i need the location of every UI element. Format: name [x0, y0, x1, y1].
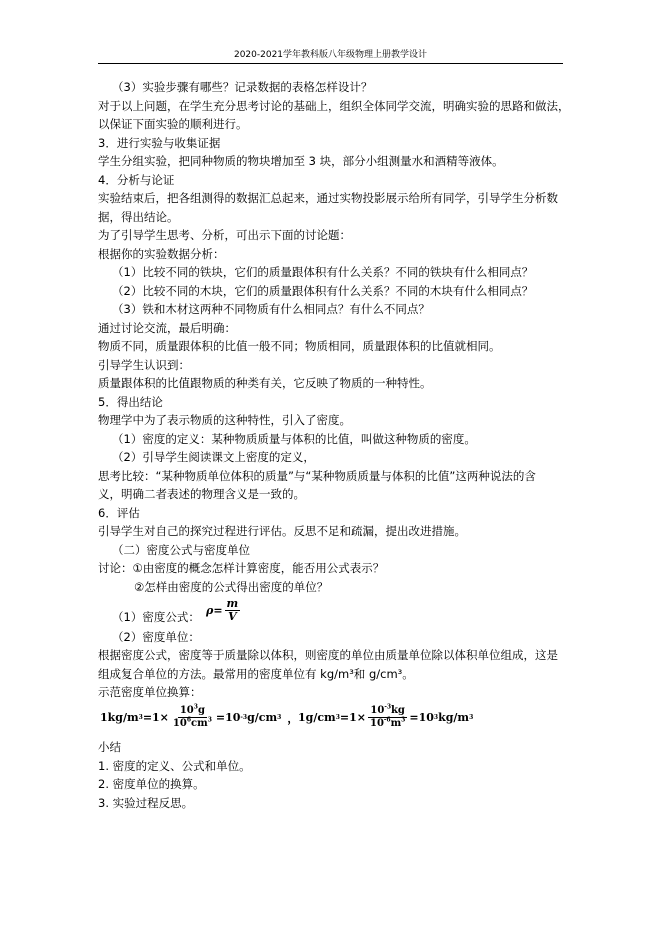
- formula-numerator: m: [226, 597, 239, 610]
- text-line: 引导学生对自己的探究过程进行评估。反思不足和疏漏，提出改进措施。: [98, 524, 466, 538]
- text-line: 根据密度公式，密度等于质量除以体积，则密度的单位由质量单位除以体积单位组成，这是: [98, 648, 558, 662]
- text-line: 据，得出结论。: [98, 210, 179, 224]
- page-header: 2020-2021学年教科版八年级物理上册教学设计: [98, 47, 563, 64]
- text-line: 对于以上问题，在学生充分思考讨论的基础上，组织全体同学交流，明确实验的思路和做法，: [98, 99, 570, 113]
- summary-item: 2. 密度单位的换算。: [98, 777, 205, 791]
- text-line: 引导学生认识到：: [98, 358, 190, 372]
- formula-fraction: [225, 598, 241, 623]
- text-line: 以保证下面实验的顺利进行。: [98, 117, 248, 131]
- text-line: 学生分组实验，把同种物质的物块增加至 3 块，部分小组测量水和酒精等液体。: [98, 154, 504, 168]
- unit-conversion-g-cm3: 1g/cm 3 =1× $\frac{10^{-3}kg}{10^{-6}m^3}$ =10 3 kg/m 3: [298, 703, 474, 729]
- summary-item: 3. 实验过程反思。: [98, 796, 194, 810]
- summary-item: 1. 密度的定义、公式和单位。: [98, 759, 251, 773]
- formula-label: （1）密度公式：: [112, 610, 200, 624]
- text-line: （2）密度单位：: [112, 630, 200, 644]
- text-line: 为了引导学生思考、分析，可出示下面的讨论题：: [98, 228, 351, 242]
- text-line: 物理学中为了表示物质的这种特性，引入了密度。: [98, 413, 351, 427]
- section-heading: 3．进行实验与收集证据: [98, 136, 221, 150]
- unit-conversion-kg-m3: 1kg/m 3 =1× $\frac{10^3g}{10^6cm^3}$ =10 -3 g/cm 3 ，: [100, 703, 299, 729]
- text-line: （2）比较不同的木块，它们的质量跟体积有什么关系？不同的木块有什么相同点？: [112, 284, 534, 298]
- text-line: 思考比较：“某种物质单位体积的质量”与“某种物质质量与体积的比值”这两种说法的含: [98, 469, 536, 483]
- text-line: 组成复合单位的方法。最常用的密度单位有 kg/m³和 g/cm³。: [98, 667, 414, 681]
- section-heading: 4．分析与论证: [98, 173, 175, 187]
- formula-denominator: V: [228, 610, 237, 623]
- conversion-fraction: $\frac{10^{-3}kg}{10^{-6}m^3}$: [369, 703, 406, 729]
- formula-lhs: ρ=: [206, 604, 223, 617]
- density-formula: [206, 598, 242, 623]
- summary-title: 小结: [98, 740, 121, 754]
- text-line: 实验结束后，把各组测得的数据汇总起来，通过实物投影展示给所有同学，引导学生分析数: [98, 191, 558, 205]
- text-line: 根据你的实验数据分析：: [98, 247, 225, 261]
- text-line: （1）密度的定义：某种物质质量与体积的比值，叫做这种物质的密度。: [112, 432, 476, 446]
- text-line: （2）引导学生阅读课文上密度的定义，: [112, 450, 315, 464]
- text-line: 通过讨论交流，最后明确：: [98, 321, 236, 335]
- text-line: （3）实验步骤有哪些？记录数据的表格怎样设计？: [112, 80, 373, 94]
- text-line: （1）比较不同的铁块，它们的质量跟体积有什么关系？不同的铁块有什么相同点？: [112, 265, 534, 279]
- section-heading: 5．得出结论: [98, 395, 163, 409]
- section-heading: 6．评估: [98, 506, 140, 520]
- text-line: 讨论：①由密度的概念怎样计算密度，能否用公式表示？: [98, 561, 385, 575]
- conversion-fraction: $\frac{10^3g}{10^6cm^3}$: [172, 703, 212, 729]
- text-line: 义，明确二者表述的物理含义是一致的。: [98, 487, 305, 501]
- text-line: ②怎样由密度的公式得出密度的单位？: [134, 580, 329, 594]
- text-line: 示范密度单位换算：: [98, 685, 202, 699]
- text-line: 质量跟体积的比值跟物质的种类有关，它反映了物质的一种特性。: [98, 376, 432, 390]
- text-line: （3）铁和木材这两种不同物质有什么相同点？有什么不同点？: [112, 302, 430, 316]
- text-line: 物质不同，质量跟体积的比值一般不同；物质相同，质量跟体积的比值就相同。: [98, 339, 501, 353]
- section-heading: （二）密度公式与密度单位: [112, 543, 250, 557]
